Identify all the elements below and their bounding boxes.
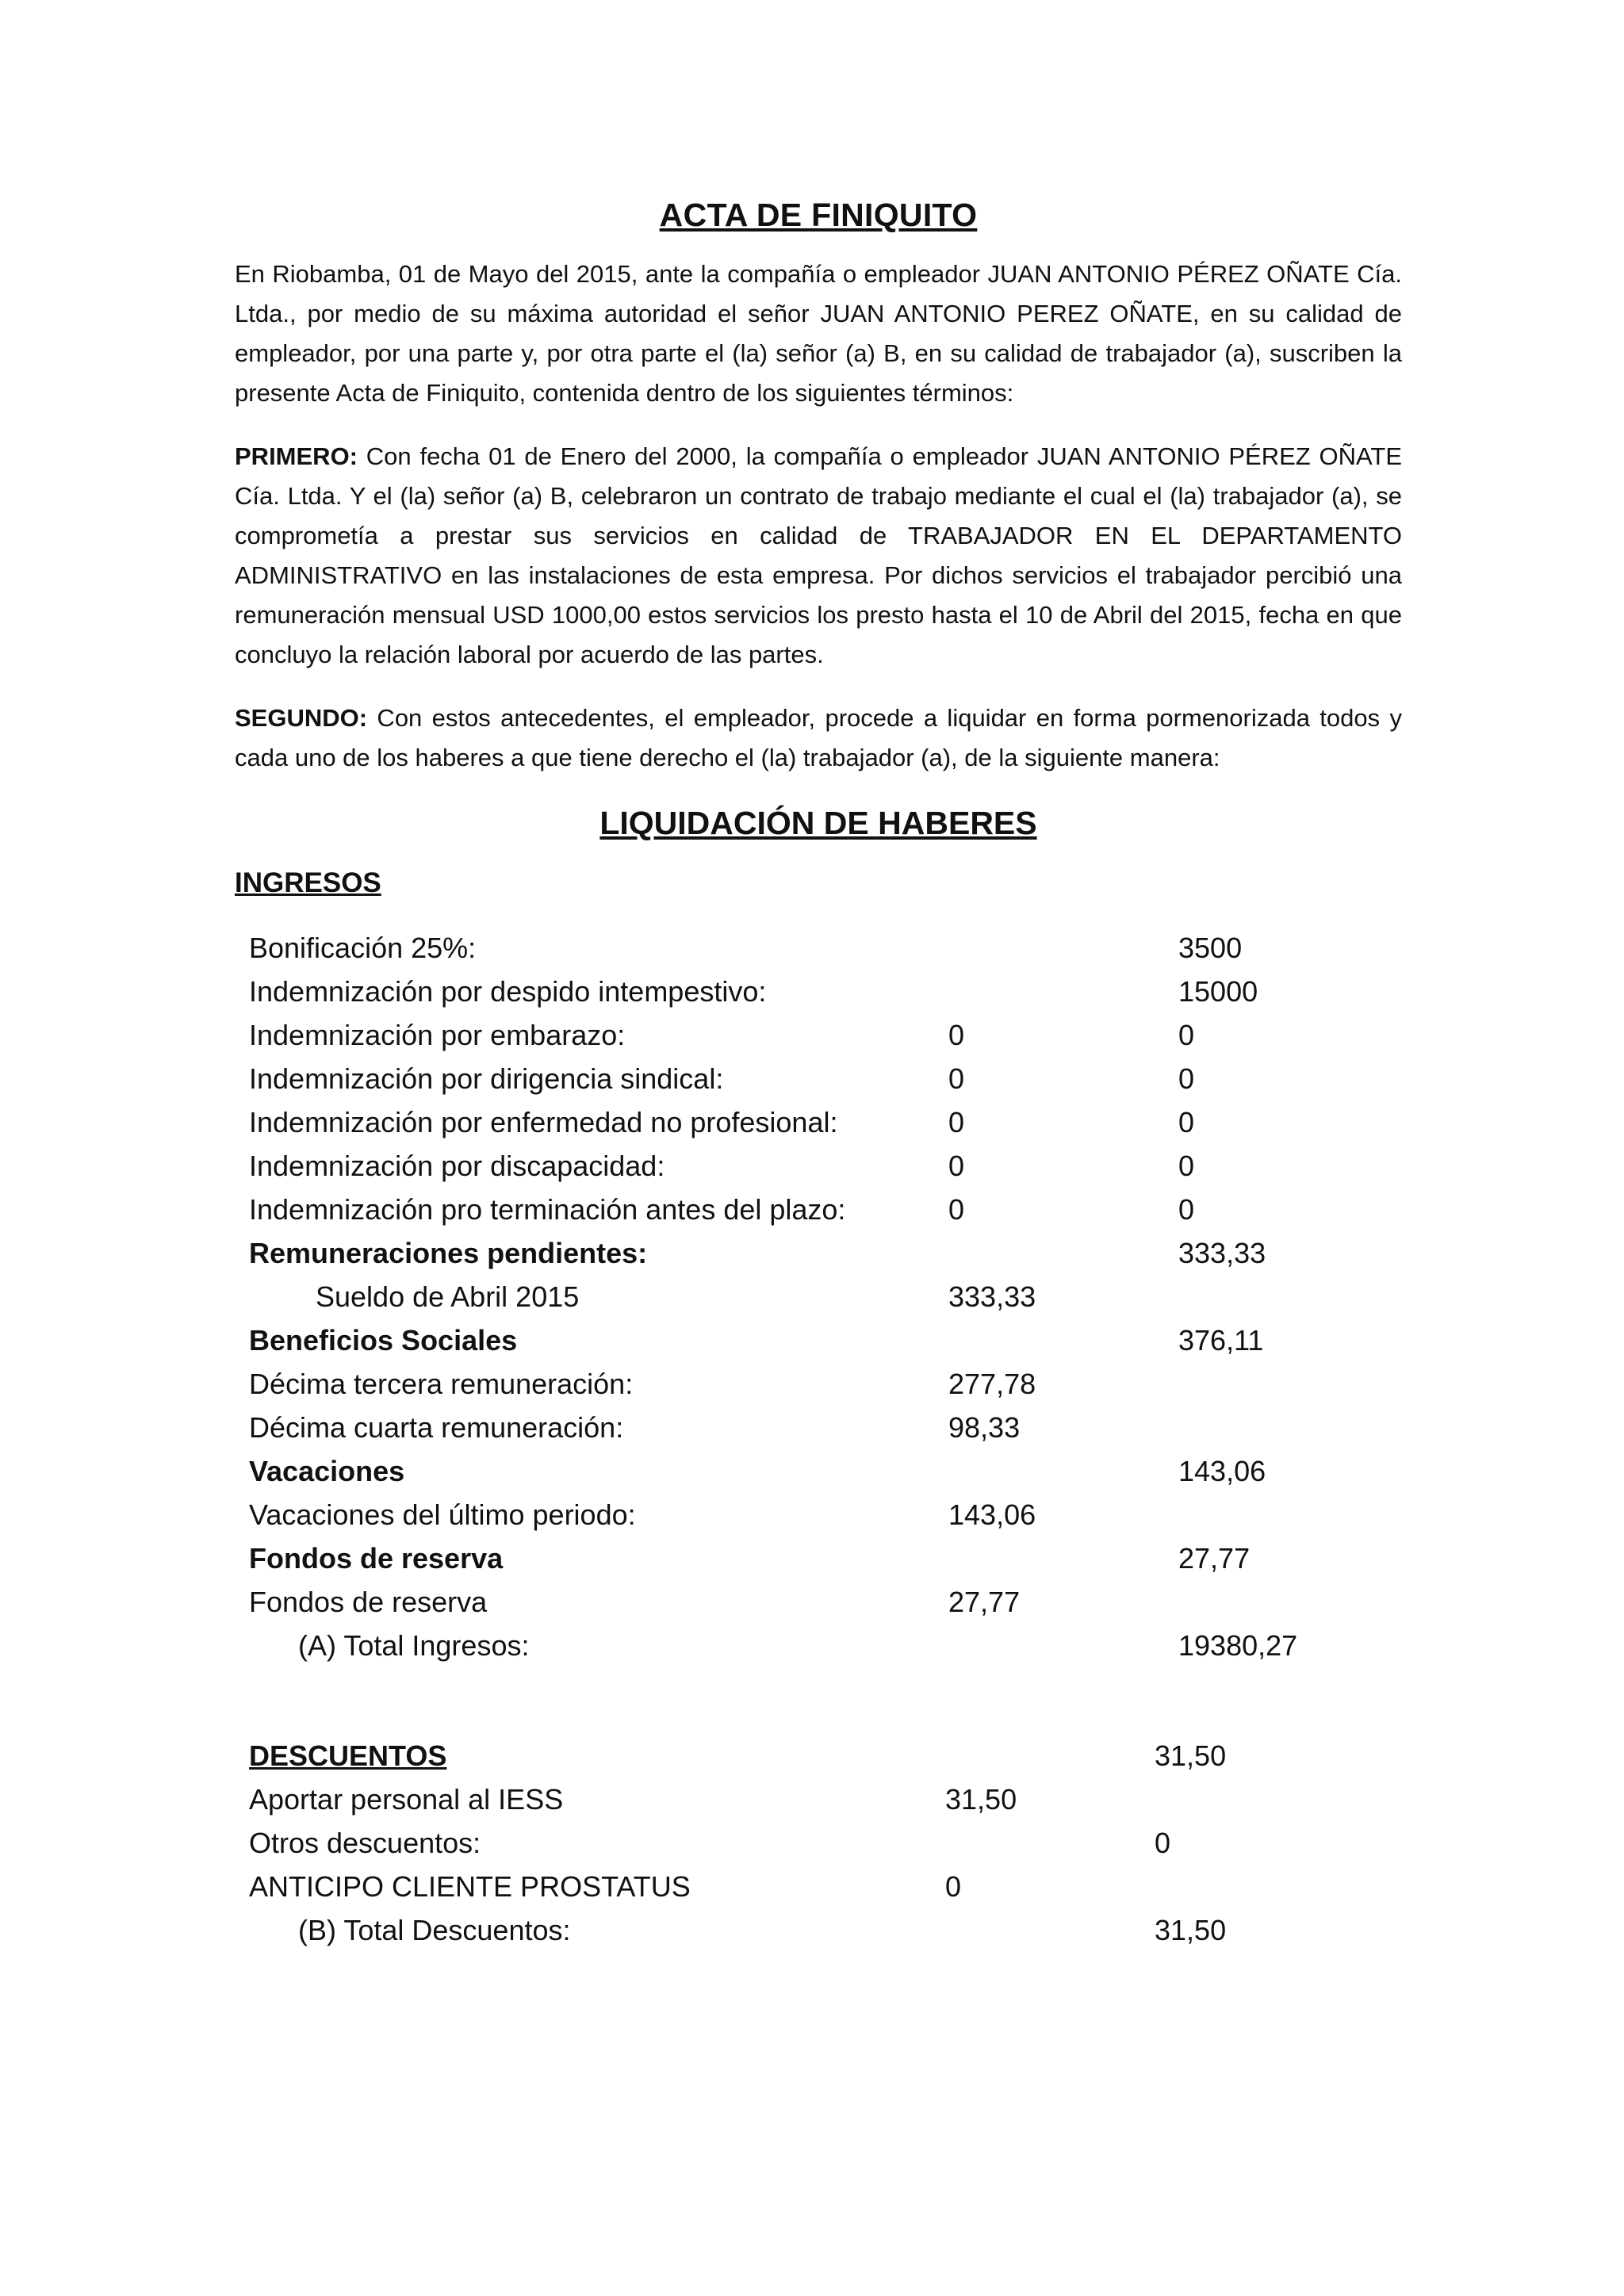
row-label: Indemnización pro terminación antes del plazo: <box>249 1193 846 1226</box>
row-detail-value: 0 <box>948 1150 965 1182</box>
row-label: Décima tercera remuneración: <box>249 1368 634 1400</box>
row-detail-value: 27,77 <box>948 1586 1021 1618</box>
liquidacion-title: LIQUIDACIÓN DE HABERES <box>599 805 1037 841</box>
row-label: Vacaciones del último periodo: <box>249 1498 636 1531</box>
row-total-value: 19380,27 <box>1178 1629 1298 1662</box>
row-label: Indemnización por discapacidad: <box>249 1150 665 1182</box>
row-label: ANTICIPO CLIENTE PROSTATUS <box>249 1870 691 1903</box>
row-detail-value: 31,50 <box>945 1783 1017 1816</box>
row-label: Fondos de reserva <box>249 1586 488 1618</box>
segundo-label: SEGUNDO: <box>235 704 368 732</box>
row-label: Fondos de reserva <box>249 1542 504 1575</box>
row-detail-value: 0 <box>948 1019 965 1051</box>
ingreso-row-fondos-header <box>249 1536 1402 1580</box>
segundo-paragraph <box>235 698 1402 778</box>
row-label: Indemnización por dirigencia sindical: <box>249 1062 724 1095</box>
row-detail-value: 0 <box>948 1062 965 1095</box>
ingreso-row-bonificacion <box>249 926 1402 970</box>
row-label: Décima cuarta remuneración: <box>249 1411 624 1444</box>
ingreso-row-terminacion <box>249 1188 1402 1231</box>
row-total-value: 333,33 <box>1178 1237 1266 1269</box>
primero-label: PRIMERO: <box>235 442 358 470</box>
ingreso-row-despido <box>249 970 1402 1013</box>
row-detail-value: 98,33 <box>948 1411 1021 1444</box>
row-total-value: 31,50 <box>1155 1914 1227 1946</box>
row-total-value: 143,06 <box>1178 1455 1266 1487</box>
row-total-value: 0 <box>1178 1193 1195 1226</box>
ingreso-row-beneficios <box>249 1318 1402 1362</box>
row-detail-value: 277,78 <box>948 1368 1036 1400</box>
ingreso-row-discapacidad <box>249 1144 1402 1188</box>
ingreso-row-vacaciones <box>249 1449 1402 1493</box>
row-total-value: 0 <box>1178 1106 1195 1138</box>
row-detail-value: 333,33 <box>948 1280 1036 1313</box>
row-total-value: 0 <box>1178 1062 1195 1095</box>
ingreso-row-embarazo <box>249 1013 1402 1057</box>
segundo-text: Con estos antecedentes, el empleador, procede a liquidar en forma pormenorizada todos y cada uno de los haberes a que tiene derecho el (la) trabajador (a), de la siguiente manera: <box>235 704 1402 771</box>
row-detail-value: 0 <box>945 1870 962 1903</box>
row-label: Bonificación 25%: <box>249 932 477 964</box>
ingreso-row-decima-cuarta <box>249 1406 1402 1449</box>
row-detail-value: 0 <box>948 1106 965 1138</box>
row-total-value: 376,11 <box>1178 1324 1264 1357</box>
ingreso-row-decima-tercera <box>249 1362 1402 1406</box>
row-label: Sueldo de Abril 2015 <box>316 1280 580 1313</box>
row-total-value: 0 <box>1155 1827 1171 1859</box>
document-page <box>235 190 1402 1952</box>
table-spacer <box>249 1667 1402 1734</box>
ingreso-row-remuneraciones <box>249 1231 1402 1275</box>
ingreso-row-vacaciones-periodo <box>249 1493 1402 1536</box>
ingreso-row-fondos <box>249 1580 1402 1624</box>
intro-paragraph: En Riobamba, 01 de Mayo del 2015, ante la compañía o empleador JUAN ANTONIO PÉREZ OÑATE Cía. Ltda., por medio de su máxima autoridad el señor JUAN ANTONIO PEREZ OÑATE, en su calidad de empleador, por una parte y, por otra parte el (la) señor (a) B, en su calidad de trabajador (a), suscriben la presente Acta de Finiquito, contenida dentro de los siguientes términos: <box>235 260 1402 407</box>
ingresos-heading: INGRESOS <box>235 867 381 898</box>
row-total-value: 15000 <box>1178 975 1258 1008</box>
row-label: Indemnización por enfermedad no profesional: <box>249 1106 838 1138</box>
row-total-value: 0 <box>1178 1150 1195 1182</box>
descuentos-heading: DESCUENTOS <box>249 1739 447 1772</box>
row-label: Indemnización por embarazo: <box>249 1019 626 1051</box>
row-label: Vacaciones <box>249 1455 405 1487</box>
row-label: Remuneraciones pendientes: <box>249 1237 648 1269</box>
row-label: Beneficios Sociales <box>249 1324 518 1357</box>
ingreso-row-sueldo-abril <box>249 1275 1402 1318</box>
descuento-row-otros <box>249 1821 1402 1865</box>
ingreso-row-enfermedad <box>249 1100 1402 1144</box>
ingreso-row-dirigencia <box>249 1057 1402 1100</box>
row-detail-value: 0 <box>948 1193 965 1226</box>
descuentos-heading-row <box>249 1734 1402 1777</box>
row-total-value: 0 <box>1178 1019 1195 1051</box>
row-label: (B) Total Descuentos: <box>298 1914 571 1946</box>
row-total-value: 3500 <box>1178 932 1243 964</box>
row-label: (A) Total Ingresos: <box>298 1629 530 1662</box>
descuento-row-total <box>249 1908 1402 1952</box>
row-total-value: 27,77 <box>1178 1542 1251 1575</box>
row-label: Otros descuentos: <box>249 1827 481 1859</box>
row-detail-value: 143,06 <box>948 1498 1036 1531</box>
primero-paragraph <box>235 437 1402 675</box>
ingreso-row-total <box>249 1624 1402 1667</box>
descuento-row-anticipo <box>249 1865 1402 1908</box>
row-total-value: 31,50 <box>1155 1739 1227 1772</box>
primero-text: Con fecha 01 de Enero del 2000, la compañía o empleador JUAN ANTONIO PÉREZ OÑATE Cía. Ltda. Y el (la) señor (a) B, celebraron un contrato de trabajo mediante el cual el (la) trabajador (a), se comprometía a prestar sus servicios en calidad de TRABAJADOR EN EL DEPARTAMENTO ADMINISTRATIVO en las instalaciones de esta empresa. Por dichos servicios el trabajador percibió una remuneración mensual USD 1000,00 estos servicios los presto hasta el 10 de Abril del 2015, fecha en que concluyo la relación laboral por acuerdo de las partes. <box>235 442 1402 668</box>
row-label: Aportar personal al IESS <box>249 1783 564 1816</box>
descuento-row-iess <box>249 1777 1402 1821</box>
ingresos-table <box>249 926 1402 1952</box>
row-label: Indemnización por despido intempestivo: <box>249 975 767 1008</box>
document-title: ACTA DE FINIQUITO <box>659 197 978 233</box>
